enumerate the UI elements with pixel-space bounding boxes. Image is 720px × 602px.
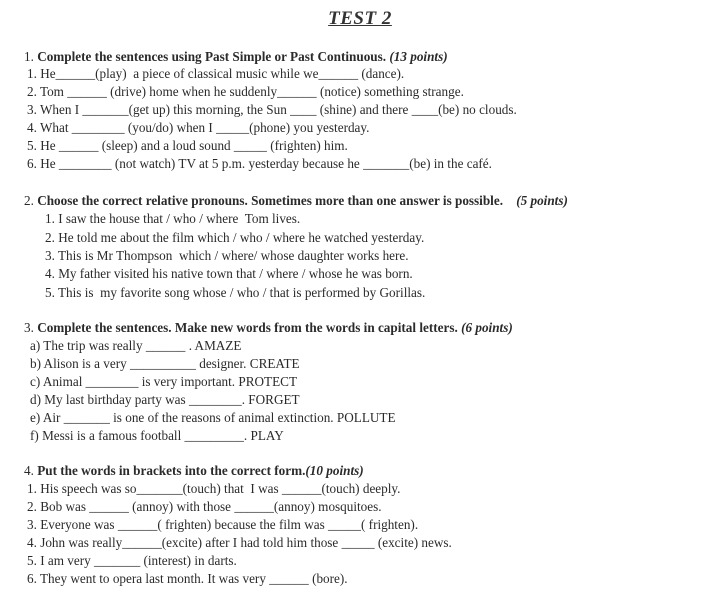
section-3-item: b) Alison is a very __________ designer. CREATE [30,356,300,371]
section-number: 1. [24,49,34,64]
section-3-item: a) The trip was really ______ . AMAZE [30,338,242,353]
section-1-item: 5. He ______ (sleep) and a loud sound _____ (frighten) him. [27,138,348,153]
section-heading-text: Put the words in brackets into the correct form. [37,463,306,478]
section-2-item: 2. He told me about the film which / who / where he watched yesterday. [45,230,425,245]
section-heading-text: Choose the correct relative pronouns. Sometimes more than one answer is possible. [37,193,503,208]
section-2-item: 4. My father visited his native town that / where / whose he was born. [45,266,413,281]
section-1-item: 3. When I _______(get up) this morning, the Sun ____ (shine) and there ____(be) no clouds. [27,102,517,117]
section-3-item: c) Animal ________ is very important. PROTECT [30,374,298,389]
section-3-item: d) My last birthday party was ________. FORGET [30,392,300,407]
page-title: TEST 2 [328,8,392,29]
section-1-item: 6. He ________ (not watch) TV at 5 p.m. yesterday because he _______(be) in the café. [27,156,492,171]
section-2-heading [24,193,568,208]
section-heading-text: Complete the sentences. Make new words from the words in capital letters. [37,320,458,335]
section-points: (10 points) [305,463,364,478]
section-3-item: f) Messi is a famous football _________. PLAY [30,428,284,443]
section-1-item: 2. Tom ______ (drive) home when he suddenly______ (notice) something strange. [27,84,464,99]
section-4-item: 3. Everyone was ______( frighten) because the film was _____( frighten). [27,517,419,532]
section-4-item: 5. I am very _______ (interest) in darts. [27,553,237,568]
section-1-item: 1. He______(play) a piece of classical music while we______ (dance). [27,66,405,81]
section-number: 2. [24,193,34,208]
section-number: 3. [24,320,34,335]
section-4-heading [24,463,364,478]
section-2-item: 1. I saw the house that / who / where Tom lives. [45,211,301,226]
section-points: (6 points) [461,320,513,335]
section-4-item: 1. His speech was so_______(touch) that I was ______(touch) deeply. [27,481,401,496]
section-points: (13 points) [389,49,448,64]
section-heading-text: Complete the sentences using Past Simple or Past Continuous. [37,49,387,64]
section-points: (5 points) [516,193,568,208]
section-3-heading [24,320,513,335]
section-number: 4. [24,463,34,478]
section-3-item: e) Air _______ is one of the reasons of animal extinction. POLLUTE [30,410,396,425]
section-2-item: 3. This is Mr Thompson which / where/ whose daughter works here. [45,248,409,263]
section-1-heading [24,49,448,64]
section-4-item: 6. They went to opera last month. It was very ______ (bore). [27,571,348,586]
section-4-item: 4. John was really______(excite) after I had told him those _____ (excite) news. [27,535,452,550]
section-4-item: 2. Bob was ______ (annoy) with those ______(annoy) mosquitoes. [27,499,382,514]
section-1-item: 4. What ________ (you/do) when I _____(phone) you yesterday. [27,120,370,135]
section-2-item: 5. This is my favorite song whose / who / that is performed by Gorillas. [45,285,426,300]
